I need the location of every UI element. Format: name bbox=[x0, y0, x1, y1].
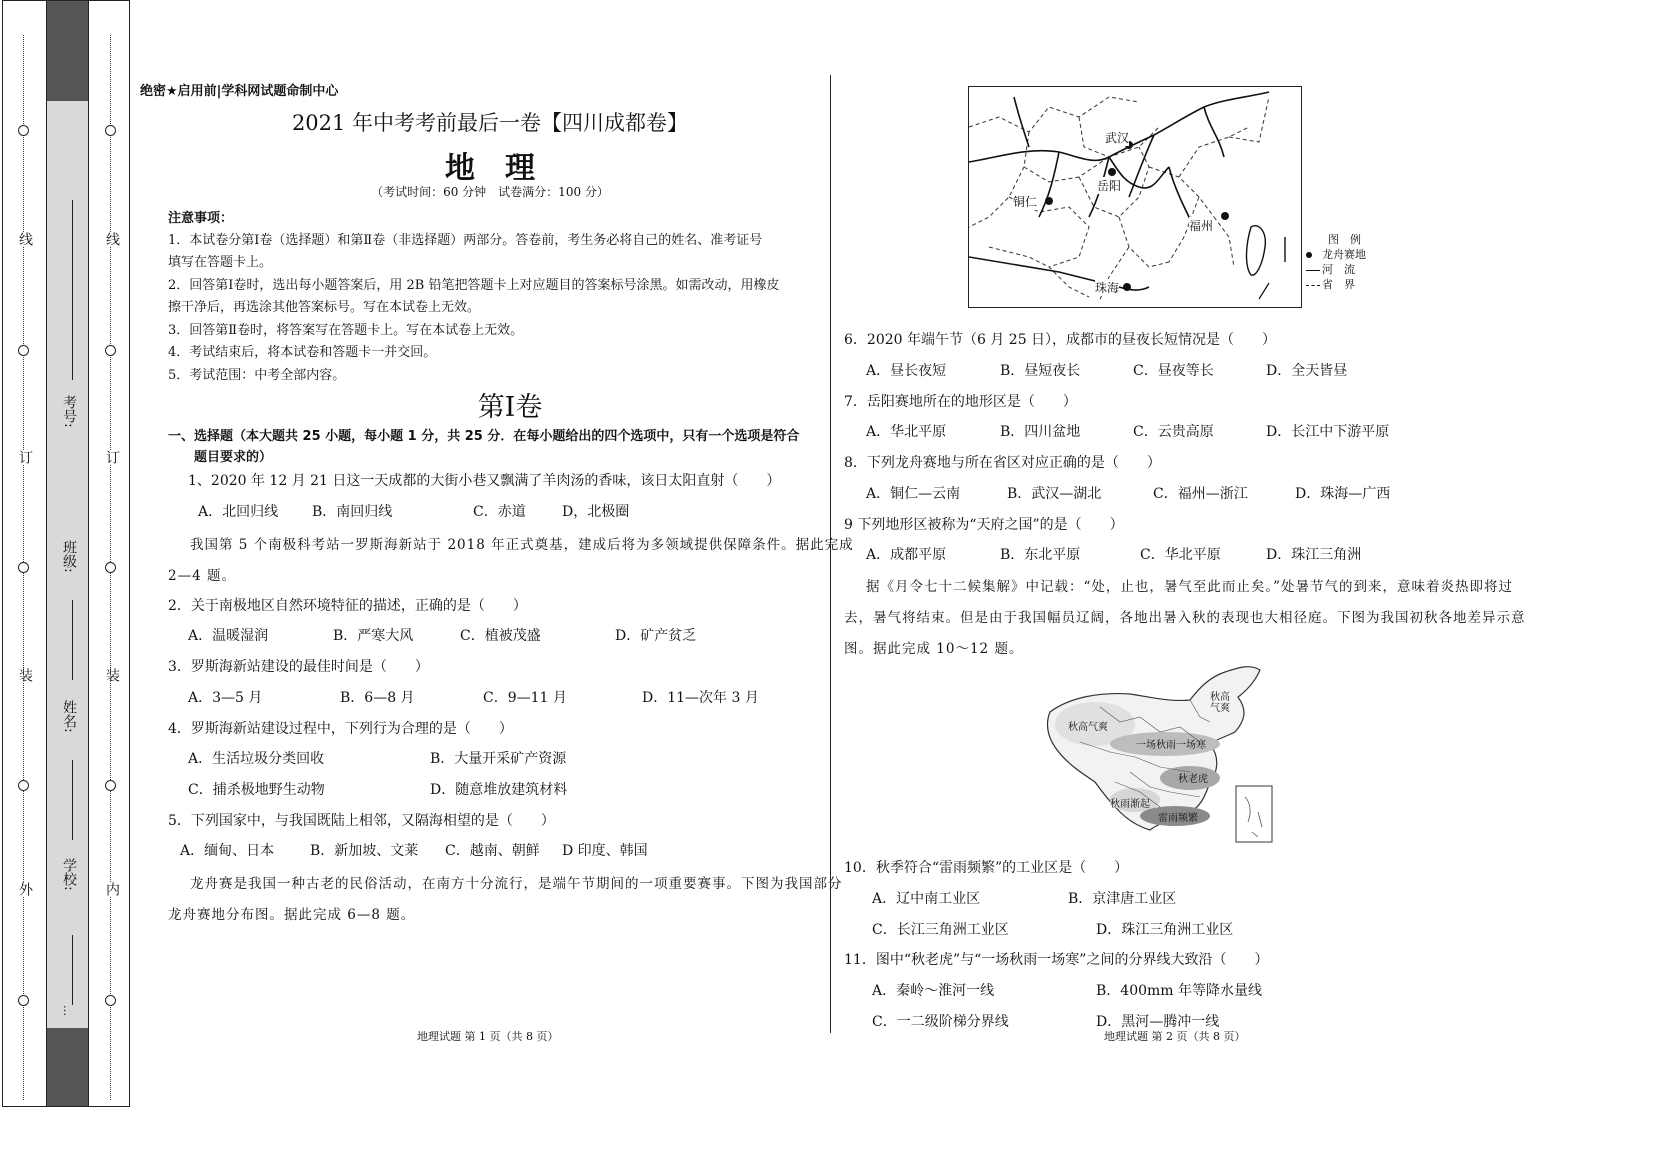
binding-hole bbox=[105, 995, 116, 1006]
question-3: 3．罗斯海新站建设的最佳时间是（ ） bbox=[168, 659, 429, 675]
legend-item-border: 省 界 bbox=[1306, 277, 1366, 292]
question-9: 9 下列地形区被称为“天府之国”的是（ ） bbox=[844, 517, 1124, 533]
q10-option-b[interactable]: B．京津唐工业区 bbox=[1068, 891, 1177, 907]
q2-option-d[interactable]: D．矿产贫乏 bbox=[615, 628, 697, 644]
q1-option-d[interactable]: D，北极圈 bbox=[562, 504, 630, 520]
city-label-yueyang: 岳阳 bbox=[1097, 179, 1122, 193]
binding-dark-top bbox=[47, 1, 88, 101]
q2-option-c[interactable]: C．植被茂盛 bbox=[460, 628, 541, 644]
binding-hole bbox=[18, 562, 29, 573]
autumn-label-east: 秋老虎 bbox=[1178, 774, 1208, 785]
city-label-wuhan: 武汉 bbox=[1105, 131, 1130, 145]
q8-option-a[interactable]: A．铜仁—云南 bbox=[866, 486, 961, 502]
subject-title: 地 理 bbox=[445, 151, 535, 186]
city-dot-zhuhai bbox=[1123, 283, 1131, 291]
exam-title: 2021 年中考考前最后一卷【四川成都卷】 bbox=[291, 111, 689, 135]
dragon-boat-map bbox=[968, 86, 1302, 308]
passage-chushu: 图。据此完成 10～12 题。 bbox=[844, 641, 1024, 657]
q8-option-d[interactable]: D．珠海—广西 bbox=[1295, 486, 1391, 502]
q10-option-d[interactable]: D．珠江三角洲工业区 bbox=[1096, 922, 1234, 938]
binding-dots: … bbox=[61, 1005, 74, 1016]
outer-label: 外 bbox=[17, 882, 33, 896]
notice-item: 3．回答第Ⅱ卷时，将答案写在答题卡上。写在本试卷上无效。 bbox=[168, 323, 524, 338]
q10-option-a[interactable]: A．辽中南工业区 bbox=[872, 891, 981, 907]
q7-option-b[interactable]: B．四川盆地 bbox=[1000, 424, 1081, 440]
q9-option-a[interactable]: A．成都平原 bbox=[866, 547, 947, 563]
autumn-label-north: 一场秋雨一场寒 bbox=[1136, 740, 1206, 751]
footer-page-1: 地理试题 第 1 页（共 8 页） bbox=[417, 1030, 559, 1043]
passage-antarctica: 我国第 5 个南极科考站一罗斯海新站于 2018 年正式奠基，建成后将为多领域提供保障条件。据此完成 bbox=[190, 537, 854, 553]
city-dot-yueyang bbox=[1108, 168, 1116, 176]
q3-option-d[interactable]: D．11—次年 3 月 bbox=[642, 690, 759, 706]
inner-line-label: 线 bbox=[104, 232, 120, 246]
q4-option-a[interactable]: A．生活垃圾分类回收 bbox=[188, 751, 325, 767]
binding-hole bbox=[18, 780, 29, 791]
school-field-line[interactable] bbox=[72, 935, 73, 1005]
secret-label: 绝密★启用前|学科网试题命制中心 bbox=[140, 84, 339, 99]
outer-pack-label: 装 bbox=[17, 668, 33, 682]
legend-item-river: 河 流 bbox=[1306, 262, 1366, 277]
q3-option-a[interactable]: A．3—5 月 bbox=[188, 690, 263, 706]
notice-item: 擦干净后，再选涂其他答案标号。写在本试卷上无效。 bbox=[168, 300, 481, 315]
name-field-line[interactable] bbox=[72, 760, 73, 840]
passage-chushu: 据《月令七十二候集解》中记载：“处，止也，暑气至此而止矣。”处暑节气的到来，意味着炎热即将过 bbox=[866, 579, 1514, 595]
q4-option-d[interactable]: D．随意堆放建筑材料 bbox=[430, 782, 568, 798]
inner-pack-label: 装 bbox=[104, 668, 120, 682]
notice-heading: 注意事项： bbox=[168, 211, 234, 226]
q3-option-b[interactable]: B．6—8 月 bbox=[340, 690, 415, 706]
q1-option-c[interactable]: C．赤道 bbox=[473, 504, 526, 520]
q11-option-d[interactable]: D．黑河—腾冲一线 bbox=[1096, 1014, 1220, 1030]
legend-title: 图 例 bbox=[1328, 233, 1361, 246]
inner-bind-label: 订 bbox=[104, 450, 120, 464]
q9-option-d[interactable]: D．珠江三角洲 bbox=[1266, 547, 1362, 563]
binding-hole bbox=[18, 995, 29, 1006]
passage-chushu: 去，暑气将结束。但是由于我国幅员辽阔，各地出暑入秋的表现也大相径庭。下图为我国初秋各地差异示意 bbox=[844, 610, 1526, 626]
map-legend bbox=[1306, 232, 1366, 292]
column-divider bbox=[830, 75, 831, 1033]
q1-option-a[interactable]: A．北回归线 bbox=[198, 504, 279, 520]
question-4: 4．罗斯海新站建设过程中，下列行为合理的是（ ） bbox=[168, 721, 513, 737]
notice-item: 1．本试卷分第Ⅰ卷（选择题）和第Ⅱ卷（非选择题）两部分。答卷前，考生务必将自己的姓名、准考证号 bbox=[168, 233, 763, 248]
city-label-fuzhou: 福州 bbox=[1189, 219, 1214, 233]
q3-option-c[interactable]: C．9—11 月 bbox=[483, 690, 567, 706]
q6-option-a[interactable]: A．昼长夜短 bbox=[866, 363, 947, 379]
section-heading: 题目要求的） bbox=[194, 450, 273, 465]
notice-item: 4．考试结束后，将本试卷和答题卡一并交回。 bbox=[168, 345, 437, 360]
question-2: 2．关于南极地区自然环境特征的描述，正确的是（ ） bbox=[168, 598, 527, 614]
city-label-tongren: 铜仁 bbox=[1013, 195, 1038, 209]
autumn-label-west: 秋高气爽 bbox=[1068, 722, 1108, 733]
question-11: 11．图中“秋老虎”与“一场秋雨一场寒”之间的分界线大致沿（ ） bbox=[844, 952, 1269, 968]
autumn-label-northeast: 秋高 气爽 bbox=[1210, 692, 1230, 714]
footer-page-2: 地理试题 第 2 页（共 8 页） bbox=[1104, 1030, 1246, 1043]
notice-item: 2．回答第Ⅰ卷时，选出每小题答案后，用 2B 铅笔把答题卡上对应题目的答案标号涂黑。如需改动，用橡皮 bbox=[168, 278, 780, 293]
q7-option-a[interactable]: A．华北平原 bbox=[866, 424, 947, 440]
q5-option-a[interactable]: A．缅甸、日本 bbox=[180, 843, 275, 859]
binding-hole bbox=[18, 125, 29, 136]
binding-hole bbox=[105, 345, 116, 356]
binding-hole bbox=[18, 345, 29, 356]
q9-option-b[interactable]: B．东北平原 bbox=[1000, 547, 1081, 563]
passage-dragon-boat: 龙舟赛是我国一种古老的民俗活动，在南方十分流行，是端午节期间的一项重要赛事。下图为我国部分 bbox=[190, 876, 843, 892]
city-dot-fuzhou bbox=[1221, 212, 1229, 220]
exam-info: （考试时间：60 分钟 试卷满分：100 分） bbox=[371, 185, 609, 199]
number-field-line[interactable] bbox=[72, 200, 73, 380]
q2-option-b[interactable]: B．严寒大风 bbox=[333, 628, 414, 644]
notice-item: 5．考试范围：中考全部内容。 bbox=[168, 368, 346, 383]
question-10: 10．秋季符合“雷雨频繁”的工业区是（ ） bbox=[844, 860, 1129, 876]
q7-option-d[interactable]: D．长江中下游平原 bbox=[1266, 424, 1390, 440]
q4-option-c[interactable]: C．捕杀极地野生动物 bbox=[188, 782, 325, 798]
q5-option-b[interactable]: B．新加坡、文莱 bbox=[310, 843, 419, 859]
q4-option-b[interactable]: B．大量开采矿产资源 bbox=[430, 751, 567, 767]
autumn-map bbox=[1040, 662, 1290, 844]
q11-option-c[interactable]: C．一二级阶梯分界线 bbox=[872, 1014, 1009, 1030]
legend-item-site: 龙舟赛地 bbox=[1306, 247, 1366, 262]
q6-option-d[interactable]: D．全天皆昼 bbox=[1266, 363, 1348, 379]
q6-option-c[interactable]: C．昼夜等长 bbox=[1133, 363, 1214, 379]
q11-option-b[interactable]: B．400mm 年等降水量线 bbox=[1096, 983, 1263, 999]
q5-option-d[interactable]: D 印度、韩国 bbox=[562, 843, 648, 859]
passage-antarctica: 2—4 题。 bbox=[168, 568, 236, 584]
class-field-label: 班级: bbox=[61, 540, 77, 573]
name-field-label: 姓名: bbox=[61, 700, 77, 733]
q7-option-c[interactable]: C．云贵高原 bbox=[1133, 424, 1214, 440]
question-5: 5．下列国家中，与我国既陆上相邻，又隔海相望的是（ ） bbox=[168, 813, 555, 829]
question-1: 1、2020 年 12 月 21 日这一天成都的大街小巷又飘满了羊肉汤的香味，该日太阳直射（ ） bbox=[188, 473, 781, 489]
outer-bind-label: 订 bbox=[17, 450, 33, 464]
binding-hole bbox=[105, 125, 116, 136]
q8-option-c[interactable]: C．福州—浙江 bbox=[1153, 486, 1248, 502]
q9-option-c[interactable]: C．华北平原 bbox=[1140, 547, 1221, 563]
inner-label: 内 bbox=[104, 882, 120, 896]
passage-dragon-boat: 龙舟赛地分布图。据此完成 6—8 题。 bbox=[168, 907, 416, 923]
q8-option-b[interactable]: B．武汉—湖北 bbox=[1007, 486, 1102, 502]
question-6: 6．2020 年端午节（6 月 25 日），成都市的昼夜长短情况是（ ） bbox=[844, 332, 1277, 348]
question-8: 8．下列龙舟赛地与所在省区对应正确的是（ ） bbox=[844, 455, 1161, 471]
binding-dark-bottom bbox=[47, 1028, 88, 1106]
city-dot-tongren bbox=[1045, 197, 1053, 205]
school-field-label: 学校: bbox=[61, 858, 77, 891]
city-label-zhuhai: 珠海 bbox=[1095, 281, 1120, 295]
outer-line-label: 线 bbox=[17, 232, 33, 246]
autumn-label-south: 雷雨频繁 bbox=[1158, 813, 1198, 824]
class-field-line[interactable] bbox=[72, 600, 73, 680]
binding-hole bbox=[105, 780, 116, 791]
question-7: 7．岳阳赛地所在的地形区是（ ） bbox=[844, 394, 1077, 410]
q1-option-b[interactable]: B．南回归线 bbox=[312, 504, 393, 520]
q5-option-c[interactable]: C．越南、朝鲜 bbox=[445, 843, 540, 859]
q2-option-a[interactable]: A．温暖湿润 bbox=[188, 628, 269, 644]
q6-option-b[interactable]: B．昼短夜长 bbox=[1000, 363, 1081, 379]
section-heading: 一、选择题（本大题共 25 小题，每小题 1 分，共 25 分．在每小题给出的四个选项中，只有一个选项是符合 bbox=[168, 429, 800, 444]
q11-option-a[interactable]: A．秦岭～淮河一线 bbox=[872, 983, 995, 999]
notice-item: 填写在答题卡上。 bbox=[168, 255, 273, 270]
part1-title: 第Ⅰ卷 bbox=[477, 392, 543, 423]
binding-hole bbox=[105, 562, 116, 573]
autumn-label-southwest: 秋雨渐起 bbox=[1110, 799, 1150, 810]
q10-option-c[interactable]: C．长江三角洲工业区 bbox=[872, 922, 1009, 938]
number-field-label: 考号: bbox=[61, 395, 77, 428]
